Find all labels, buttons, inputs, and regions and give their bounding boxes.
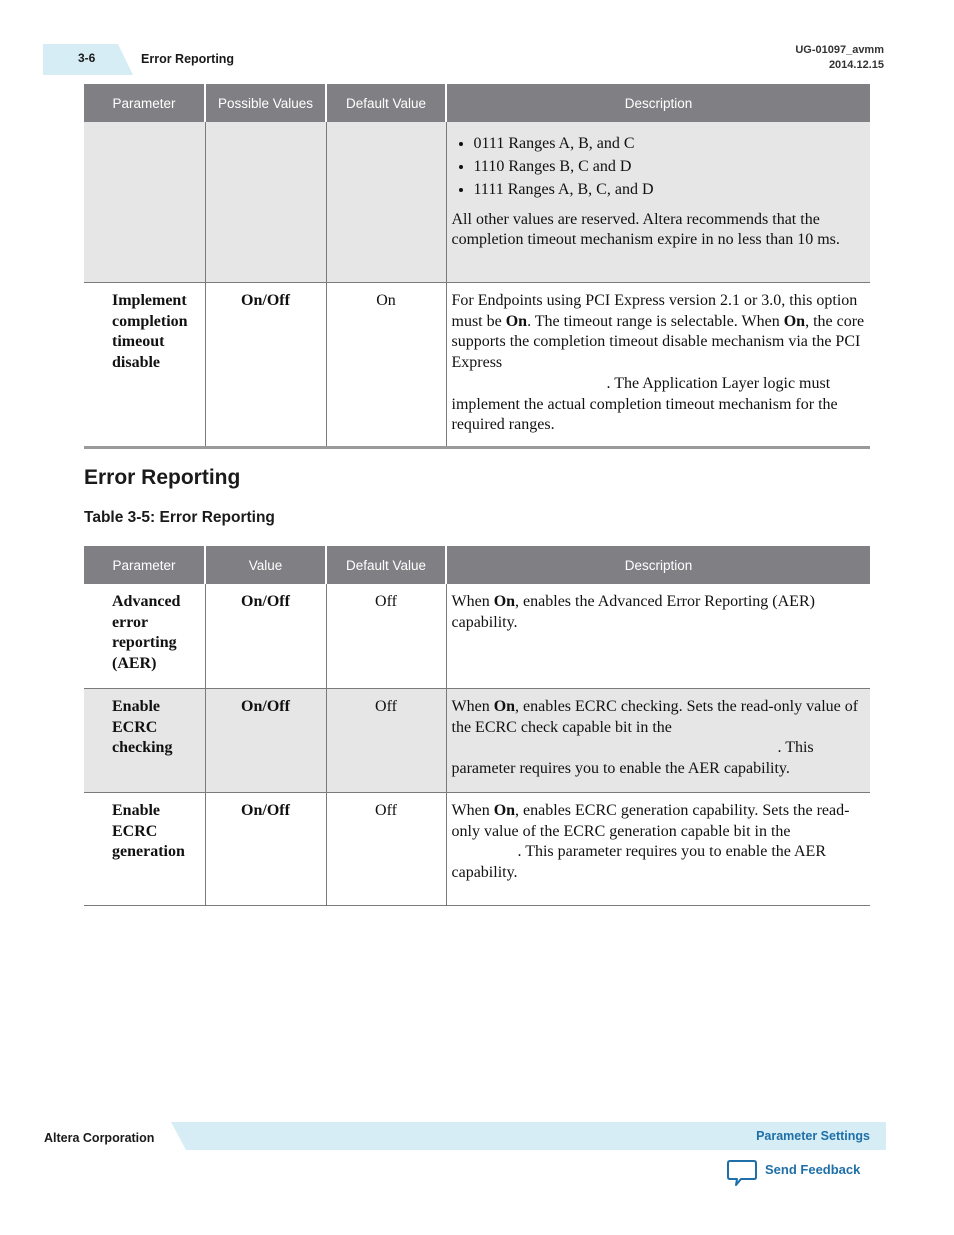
cell-values [205, 122, 326, 283]
cell-description [446, 793, 870, 906]
cell-parameter [84, 122, 205, 283]
cell-parameter: Enable ECRC checking [84, 689, 205, 793]
desc-text: . The timeout range is selectable. When [527, 312, 784, 330]
list-item: • 0111 Ranges A, B, and C [474, 134, 866, 155]
desc-text: . This parameter requires you to enable the AER capability. [451, 843, 826, 882]
col-header-parameter: Parameter [84, 84, 205, 122]
cell-description [446, 122, 870, 283]
cell-parameter: Implement completion timeout disable [84, 283, 205, 448]
running-header-section: Error Reporting [141, 52, 235, 66]
desc-bold: On [493, 698, 516, 715]
desc-bold: On [505, 312, 528, 330]
cell-value: On/Off [205, 793, 326, 906]
table-row [84, 793, 870, 906]
speech-bubble-icon[interactable] [727, 1159, 757, 1187]
range-list [452, 134, 866, 201]
col-header-default-value: Default Value [326, 84, 446, 122]
cell-parameter: Enable ECRC generation [84, 793, 205, 906]
col-header-description: Description [446, 546, 870, 584]
cell-default: Off [326, 793, 446, 906]
desc-text: For Endpoints using PCI Express version 2.1 or 3.0, this option must be [451, 292, 858, 330]
send-feedback-link[interactable]: Send Feedback [765, 1162, 861, 1177]
desc-text: When [451, 698, 494, 715]
table-header-row [84, 546, 870, 584]
cell-description [446, 283, 870, 448]
cell-value: On/Off [205, 689, 326, 793]
cell-default: Off [326, 689, 446, 793]
parameter-settings-link[interactable]: Parameter Settings [756, 1129, 870, 1143]
page-number: 3-6 [78, 51, 96, 65]
table-caption: Table 3-5: Error Reporting [84, 509, 275, 526]
table-header-row [84, 84, 870, 122]
section-title: Error Reporting [84, 466, 241, 489]
desc-bold: On [783, 312, 806, 330]
company-name: Altera Corporation [44, 1131, 155, 1145]
error-reporting-table [84, 546, 870, 906]
col-header-parameter: Parameter [84, 546, 205, 584]
desc-text: When [451, 802, 494, 819]
desc-text: . The Application Layer logic must implement the actual completion timeout mechanism for the required ranges. [451, 374, 838, 434]
desc-text: , enables ECRC generation capability. Sets the read-only value of the ECRC generation capable bit in the [451, 802, 850, 840]
desc-text: , enables the Advanced Error Reporting (AER) capability. [451, 593, 815, 631]
doc-date: 2014.12.15 [828, 59, 884, 71]
desc-bold: On [493, 802, 516, 819]
list-item: • 1110 Ranges B, C and D [474, 157, 866, 178]
desc-text: , the core supports the completion timeout disable mechanism via the PCI Express [451, 312, 865, 372]
col-header-value: Value [205, 546, 326, 584]
cell-default: On [326, 283, 446, 448]
cell-description [446, 584, 870, 689]
col-header-default-value: Default Value [326, 546, 446, 584]
doc-id: UG-01097_avmm [795, 44, 884, 56]
cell-parameter: Advanced error reporting (AER) [84, 584, 205, 689]
cell-value: On/Off [205, 584, 326, 689]
col-header-description: Description [446, 84, 870, 122]
desc-text: When [451, 593, 494, 610]
reserved-note: All other values are reserved. Altera recommends that the completion timeout mechanism expire in no less than 10 ms. [451, 210, 840, 249]
doc-info [795, 43, 884, 73]
cell-default: Off [326, 584, 446, 689]
list-item: • 1111 Ranges A, B, C, and D [474, 180, 866, 201]
parameters-table-continued [84, 84, 870, 449]
table-row [84, 689, 870, 793]
col-header-possible-values: Possible Values [205, 84, 326, 122]
table-row [84, 283, 870, 448]
cell-description [446, 689, 870, 793]
cell-default [326, 122, 446, 283]
desc-text: , enables ECRC checking. Sets the read-only value of the ECRC check capable bit in the [451, 698, 859, 736]
desc-text: . This parameter requires you to enable the AER capability. [451, 739, 814, 778]
cell-values: On/Off [205, 283, 326, 448]
table-row [84, 122, 870, 283]
table-row [84, 584, 870, 689]
desc-bold: On [493, 593, 516, 610]
